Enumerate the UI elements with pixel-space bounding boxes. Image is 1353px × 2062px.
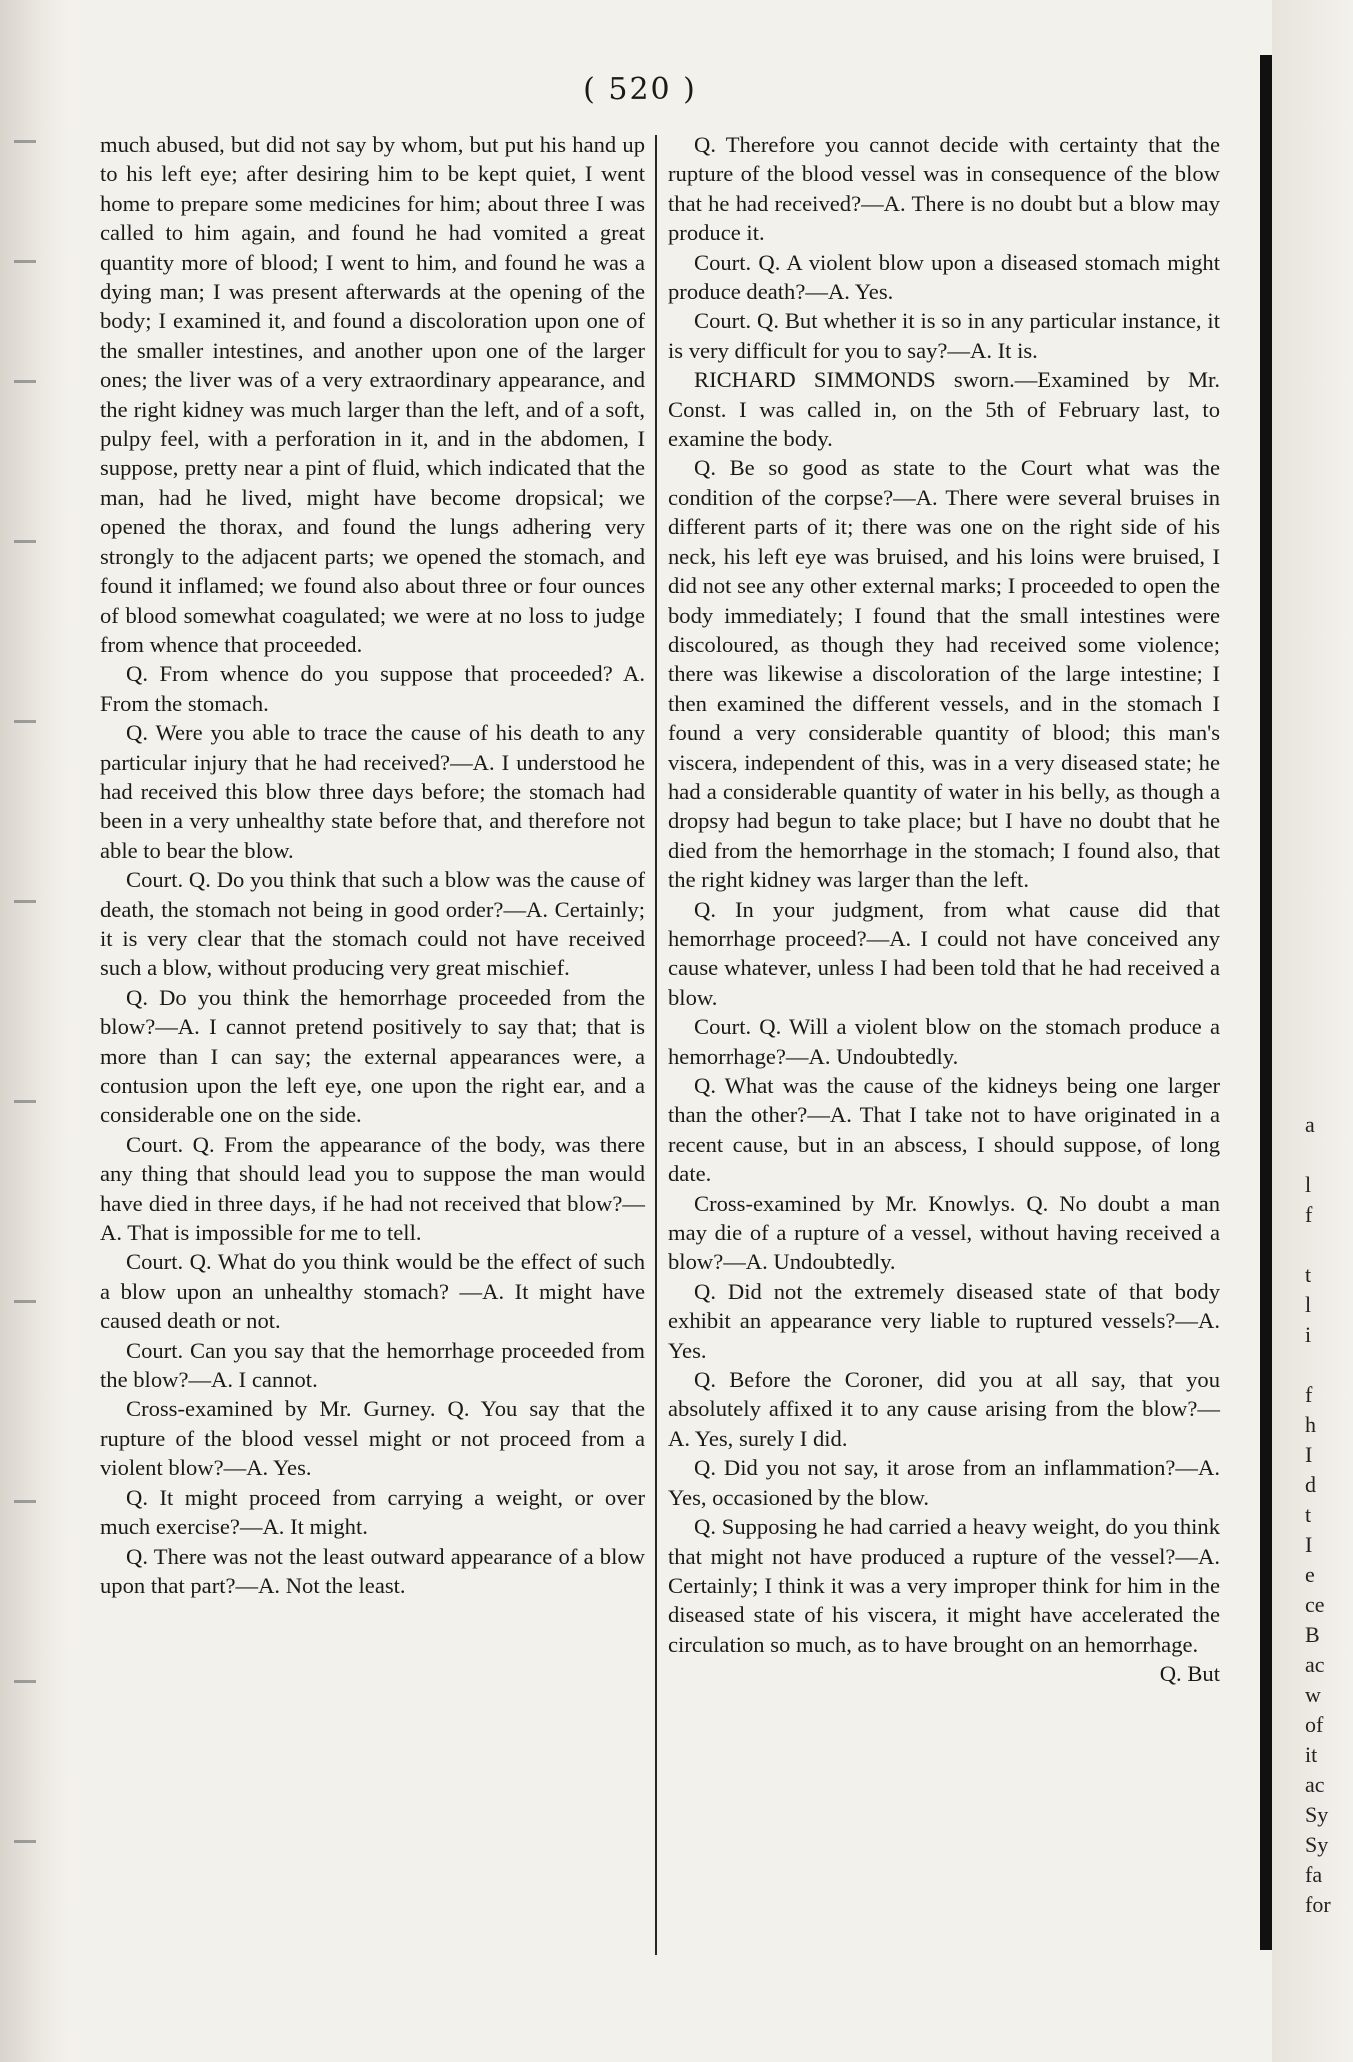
paragraph: Court. Q. A violent blow upon a diseased stomach might produce death?—A. Yes. [668,249,1220,305]
fragment: t [1305,1262,1312,1287]
paragraph: Court. Can you say that the hemorrhage proceeded from the blow?—A. I cannot. [100,1337,645,1393]
fragment: e [1305,1562,1315,1587]
fragment [1305,1140,1345,1170]
fragment: f [1305,1202,1313,1227]
fragment: a [1305,1112,1315,1137]
fragment: I [1305,1532,1313,1557]
paragraph: Q. What was the cause of the kidneys being one larger than the other?—A. That I take not to have originated in a recent cause, but in an abscess, I should suppose, of long date. [668,1073,1220,1187]
fragment: i [1305,1322,1312,1347]
fragment: it [1305,1742,1318,1767]
paragraph: Cross-examined by Mr. Knowlys. Q. No doubt a man may die of a rupture of a vessel, without having received a blow?—A. Undoubtedly. [668,1190,1220,1275]
paragraph: Q. There was not the least outward appearance of a blow upon that part?—A. Not the least. [100,1543,645,1598]
paragraph: Q. Were you able to trace the cause of his death to any particular injury that he had received?—A. I understood he had received this blow three days before; the stomach had been in a very unhealthy state before that, and therefore not able to bear the blow. [100,720,645,863]
scan-edge-bar [1260,55,1272,1950]
paragraph: Court. Q. But whether it is so in any particular instance, it is very difficult for you to say?—A. It is. [668,308,1220,363]
fragment: ac [1305,1652,1325,1677]
gutter-marks [14,120,44,1920]
binding-gutter [0,0,70,2062]
paragraph: Court. Q. Do you think that such a blow was the cause of death, the stomach not being in good order?—A. Certainly; it is very clear that the stomach could not have received such a blow, without producing very great mischief. [100,867,645,981]
fragment: fa [1305,1862,1323,1887]
paragraph: Q. Do you think the hemorrhage proceeded from the blow?—A. I cannot pretend positively to say that; that is more than I can say; the external appearances were, a contusion upon the left eye, one upon the right ear, and a considerable one on the side. [100,984,645,1128]
fragment: B [1305,1622,1320,1647]
paragraph: Cross-examined by Mr. Gurney. Q. You say that the rupture of the blood vessel might or not proceed from a violent blow?—A. Yes. [100,1396,645,1481]
paragraph: Q. Be so good as state to the Court what was the condition of the corpse?—A. There were several bruises in different parts of it; there was one on the right side of his neck, his left eye was bruised, and his loins were bruised, I did not see any other external marks; I proceeded to open the body immediately; I found that the small intestines were discoloured, as though they had received some violence; there was likewise a discoloration of the large intestine; I then examined the different vessels, and in the stomach I found a very considerable quantity of blood; this man's viscera, independent of this, was in a very diseased state; he had a considerable quantity of water in his belly, as though a dropsy had begun to take place; but I have no doubt that he died from the hemorrhage in the stomach; I found also, that the right kidney was larger than the left. [668,455,1220,893]
left-column [100,130,645,1600]
fragment: w [1305,1682,1321,1707]
column-divider [655,135,657,1955]
fragment: f [1305,1382,1313,1407]
paragraph: Q. It might proceed from carrying a weight, or over much exercise?—A. It might. [100,1484,645,1540]
right-column [668,130,1220,1689]
fragment: Sy [1305,1802,1329,1827]
page-number: ( 520 ) [583,72,697,107]
paragraph: Q. Did you not say, it arose from an inflammation?—A. Yes, occasioned by the blow. [668,1455,1220,1510]
paragraph: Court. Q. Will a violent blow on the stomach produce a hemorrhage?—A. Undoubtedly. [668,1014,1220,1069]
fragment: l [1305,1172,1312,1197]
paragraph: Q. Did not the extremely diseased state of that body exhibit an appearance very liable to ruptured vessels?—A. Yes. [668,1278,1220,1363]
fragment: Sy [1305,1832,1329,1857]
fragment: h [1305,1412,1316,1437]
paragraph: RICHARD SIMMONDS sworn.—Examined by Mr. Const. I was called in, on the 5th of February last, to examine the body. [668,367,1220,452]
paragraph: Q. Before the Coroner, did you at all say, that you absolutely affixed it to any cause arising from the blow?—A. Yes, surely I did. [668,1367,1220,1451]
fragment: d [1305,1472,1316,1497]
fragment: for [1305,1892,1331,1917]
paragraph: much abused, but did not say by whom, but put his hand up to his left eye; after desiring him to be kept quiet, I went home to prepare some medicines for him; about three I was called to him again, and found he had vomited a great quantity more of blood; I went to him, and found he was a dying man; I was present afterwards at the opening of the body; I examined it, and found a discoloration upon one of the smaller intestines, and another upon one of the larger ones; the liver was of a very extraordinary appearance, and the right kidney was much larger than the left, and of a soft, pulpy feel, with a perforation in it, and in the abdomen, I suppose, pretty near a pint of fluid, which indicated that the man, had he lived, might have become dropsical; we opened the thorax, and found the lungs adhering very strongly to the adjacent parts; we opened the stomach, and found it inflamed; we found also about three or four ounces of blood somewhat coagulated; we were at no loss to judge from whence that proceeded. [100,132,645,657]
paragraph: Q. Therefore you cannot decide with certainty that the rupture of the blood vessel was in consequence of the blow that he had received?—A. There is no doubt but a blow may produce it. [668,132,1220,246]
fragment: ce [1305,1592,1325,1617]
fragment: I [1305,1442,1313,1467]
fragment [1305,1350,1345,1380]
fragment: ac [1305,1772,1325,1797]
fragment [1305,1230,1345,1260]
facing-page-fragments [1305,1110,1345,1920]
fragment: t [1305,1502,1312,1527]
fragment: of [1305,1712,1324,1737]
fragment: l [1305,1292,1312,1317]
catchword: Q. But [1159,1661,1220,1687]
paragraph: Court. Q. What do you think would be the effect of such a blow upon an unhealthy stomach? —A. It might have caused death or not. [100,1249,645,1334]
paragraph: Court. Q. From the appearance of the body, was there any thing that should lead you to suppose the man would have died in three days, if he had not received that blow?—A. That is impossible for me to tell. [100,1131,645,1246]
paragraph: Q. In your judgment, from what cause did that hemorrhage proceed?—A. I could not have conceived any cause whatever, unless I had been told that he had received a blow. [668,896,1220,1010]
paragraph: Q. Supposing he had carried a heavy weight, do you think that might not have produced a rupture of the vessel?—A. Certainly; I think it was a very improper think for him in the diseased state of his viscera, it might have accelerated the circulation so much, as to have brought on an hemorrhage. [668,1514,1220,1657]
paragraph: Q. From whence do you suppose that proceeded? A. From the stomach. [100,661,645,716]
